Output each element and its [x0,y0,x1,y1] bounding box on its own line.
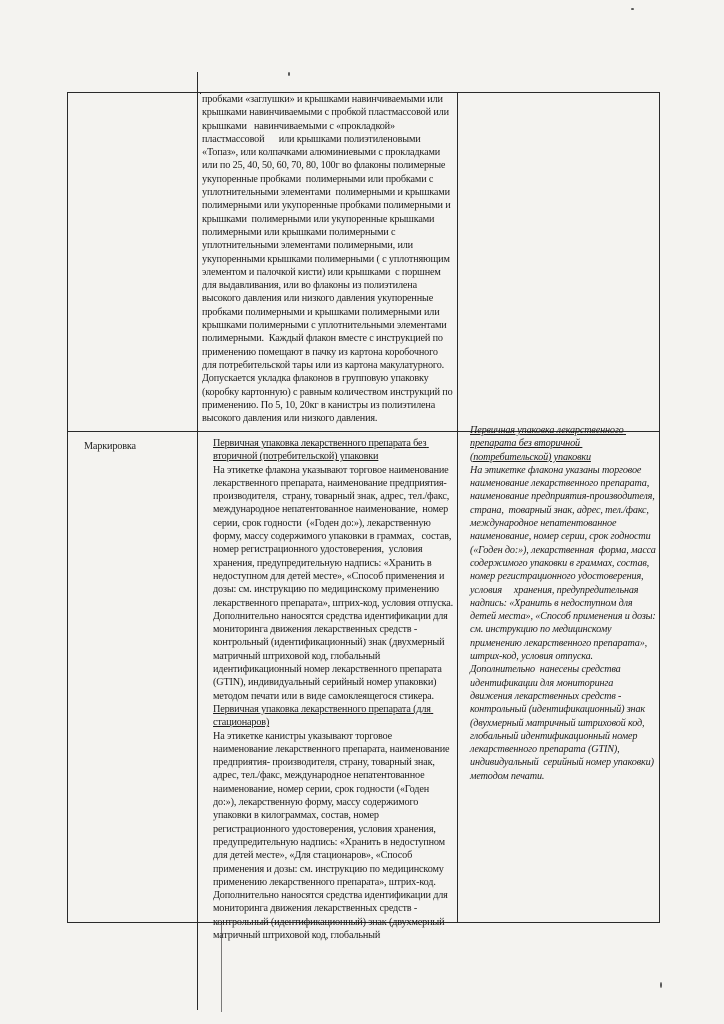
row2-label-cell: Маркировка [84,441,136,452]
table-border-left [67,92,68,923]
scan-speck [288,72,290,76]
primary-pack-text: На этикетке флакона указывают торговое наименование лекарственного препарата, наименование предприятия-производителя, страну, товарный знак, адрес, тел./факс, международное непатентованное наименование, номер серии, срок годности («Годен до:»), лекарственную форму, массу содержимого упаковки в граммах, состав, номер регистрационного удостоверения, условия хранения, предупредительную надпись: «Хранить в недоступном для детей месте», «Способ применения и дозы: см. инструкцию по медицинскому применению лекарственного препарата», штрих-код, условия отпуска. Дополнительно наносятся средства идентификации для мониторинга движения лекарственных средств - контрольный (идентификационный) знак (двухмерный матричный штриховой код, глобальный идентификационный номер лекарственного препарата (GTIN), индивидуальный серийный номер упаковки) методом печати или в виде самоклеящегося стикера. [213,464,457,702]
table-divider-1 [197,72,198,1010]
scan-speck [631,8,634,10]
row1-description-cell: пробками «заглушки» и крышками навинчиваемыми или крышками навинчиваемыми с пробкой пластмассовой или крышками навинчиваемыми с «прокладкой» пластмассовой или крышками полиэтиленовыми «Топаз», или колпачками алюминиевыми с прокладками или по 25, 40, 50, 60, 70, 80, 100г во флаконы полимерные укупоренные пробками полимерными или пробками с уплотнительными элементами полимерными и крышками полимерными или укупоренные пробками полимерными и крышками полимерными или укупоренные крышками полимерными или крышками полимерными с уплотнительными элементами полимерными, или укупоренными крышками полимерными ( с уплотняющим элементом и палочкой кисти) или крышками с поршнем для выдавливания, или во флаконы из полиэтилена высокого давления или низкого давления укупоренные пробками полимерными и крышками полимерными или крышками полимерными с уплотнительными элементами полимерными. Каждый флакон вместе с инструкцией по применению помещают в пачку из картона коробочного для потребительской тары или из картона макулатурного. Допускается укладка флаконов в групповую упаковку (коробку картонную) с равным количеством инструкций по применению. По 5, 10, 20кг в канистры из полиэтилена высокого давления или низкого давления. [202,94,455,425]
table-border-right [659,92,660,923]
row2-right-cell [470,424,656,783]
hospital-pack-heading: Первичная упаковка лекарственного препарата (для стационаров) [213,703,434,729]
right-primary-pack-heading: Первичная упаковка лекарственного препарата без вторичной (потребительской) упаковки [470,425,626,463]
table-divider-2 [457,92,458,923]
right-primary-pack-text: На этикетке флакона указаны торговое наименование лекарственного препарата, наименование предприятия-производителя, страна, товарный знак, адрес, тел./факс, международное непатентованное наименование, номер серии, срок годности («Годен до:»), лекарственная форма, масса содержимого упаковки в граммах, состав, номер регистрационного удостоверения, условия хранения, предупредительная надпись: «Хранить в недоступном для детей места», «Способ применения и дозы: см. инструкцию по медицинскому применению лекарственного препарата», штрих-код, условия отпуска. Дополнительно нанесены средства идентификации для мониторинга движения лекарственных средств - контрольный (идентификационный) знак (двухмерный матричный штриховой код, глобальный идентификационный номер лекарственного препарата (GTIN), индивидуальный серийный номер упаковки) методом печати. [470,464,656,782]
scan-speck [660,982,662,988]
row2-middle-cell [213,437,457,942]
hospital-pack-text: На этикетке канистры указывают торговое наименование лекарственного препарата, наименование предприятия- производителя, страну, товарный знак, адрес, тел./факс, международное непатентованное наименование, номер серии, срок годности («Годен до:»), лекарственную форму, массу содержимого упаковки в килограммах, состав, номер регистрационного удостоверения, условия хранения, предупредительную надпись: «Хранить в недоступном для детей месте», «Для стационаров», «Способ применения и дозы: см. инструкцию по медицинскому применению лекарственного препарата», штрих-код. Дополнительно наносятся средства идентификации для мониторинга движения лекарственных средств - контрольный (идентификационный) знак (двухмерный матричный штриховой код, глобальный [213,730,450,941]
primary-pack-heading: Первичная упаковка лекарственного препарата без вторичной (потребительской) упаковки [213,438,429,463]
